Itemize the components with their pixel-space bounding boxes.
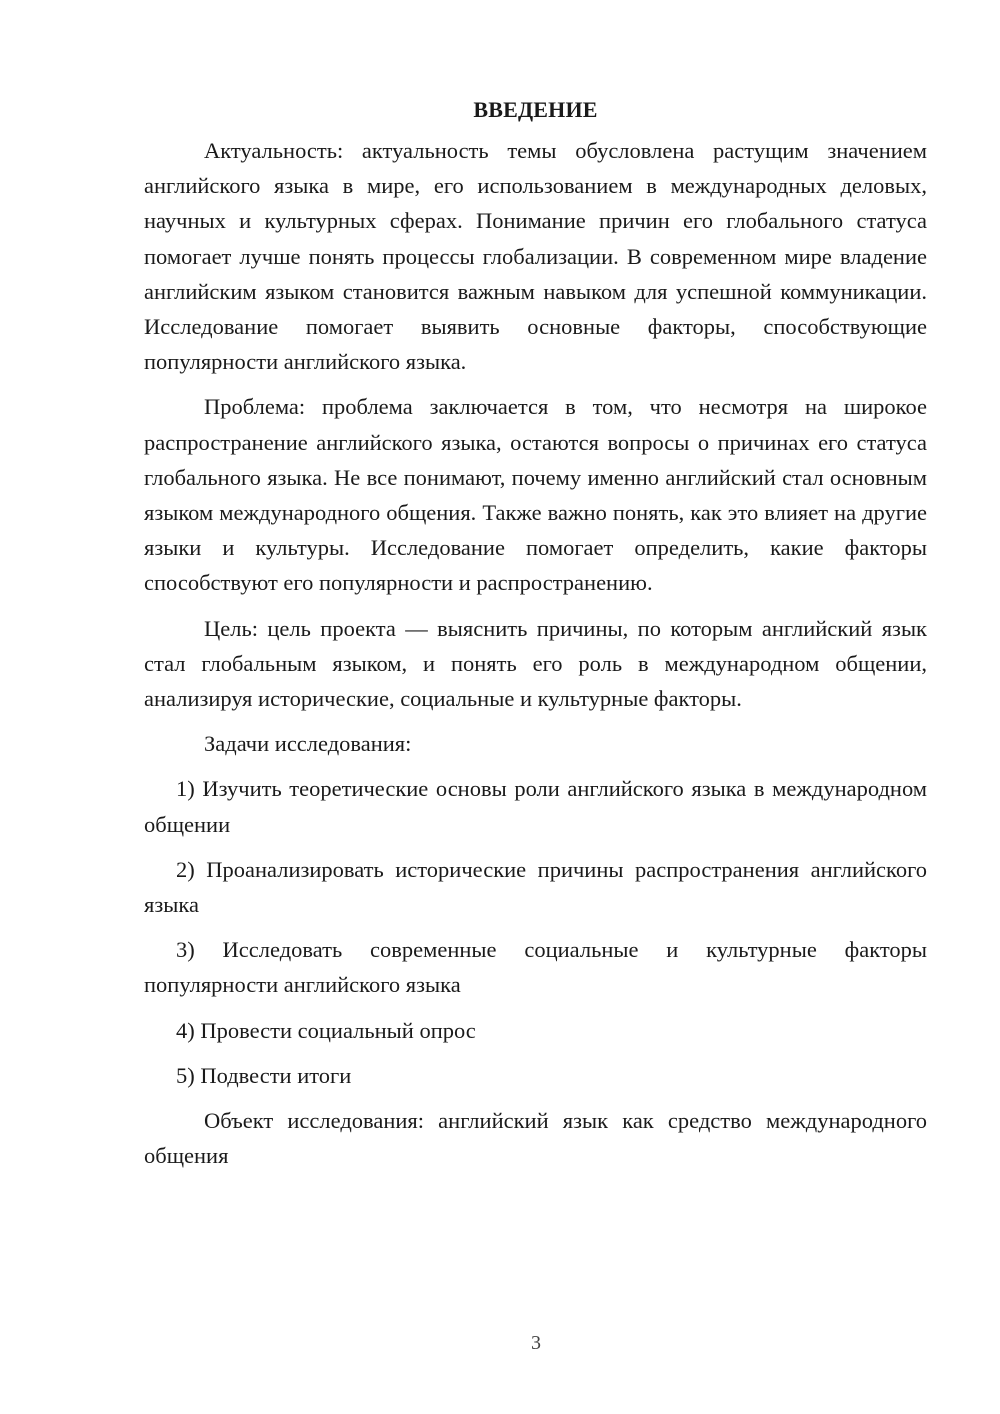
relevance-paragraph: Актуальность: актуальность темы обусловлена растущим значением английского языка в мире, его использованием в международных деловых, научных и культурных сферах. Понимание причин его глобального статуса помогает лучше понять процессы глобализации. В современном мире владение английским языком становится важным навыком для успешной коммуникации. Исследование помогает выявить основные факторы, способствующие популярности английского языка.	[144, 138, 927, 375]
object-paragraph: Объект исследования: английский язык как средство международного общения	[144, 1108, 927, 1169]
page-number: 3	[531, 1332, 541, 1354]
page-title: ВВЕДЕНИЕ	[473, 97, 598, 122]
document-page	[144, 92, 927, 1183]
problem-paragraph: Проблема: проблема заключается в том, что несмотря на широкое распространение английского языка, остаются вопросы о причинах его статуса глобального языка. Не все понимают, почему именно английский стал основным языком международного общения. Также важно понять, как это влияет на другие языки и культуры. Исследование помогает определить, какие факторы способствуют его популярности и распространению.	[144, 394, 927, 596]
goal-paragraph: Цель: цель проекта — выяснить причины, по которым английский язык стал глобальным языком, и понять его роль в международном общении, анализируя исторические, социальные и культурные факторы.	[144, 615, 927, 712]
task-item-1: 1) Изучить теоретические основы роли английского языка в международном общении	[144, 776, 927, 837]
task-item-5: 5) Подвести итоги	[176, 1062, 352, 1088]
task-item-3: 3) Исследовать современные социальные и культурные факторы популярности английского языка	[144, 937, 927, 998]
tasks-title: Задачи исследования:	[204, 731, 412, 757]
task-item-2: 2) Проанализировать исторические причины распространения английского языка	[144, 856, 927, 918]
task-item-4: 4) Провести социальный опрос	[176, 1017, 476, 1043]
